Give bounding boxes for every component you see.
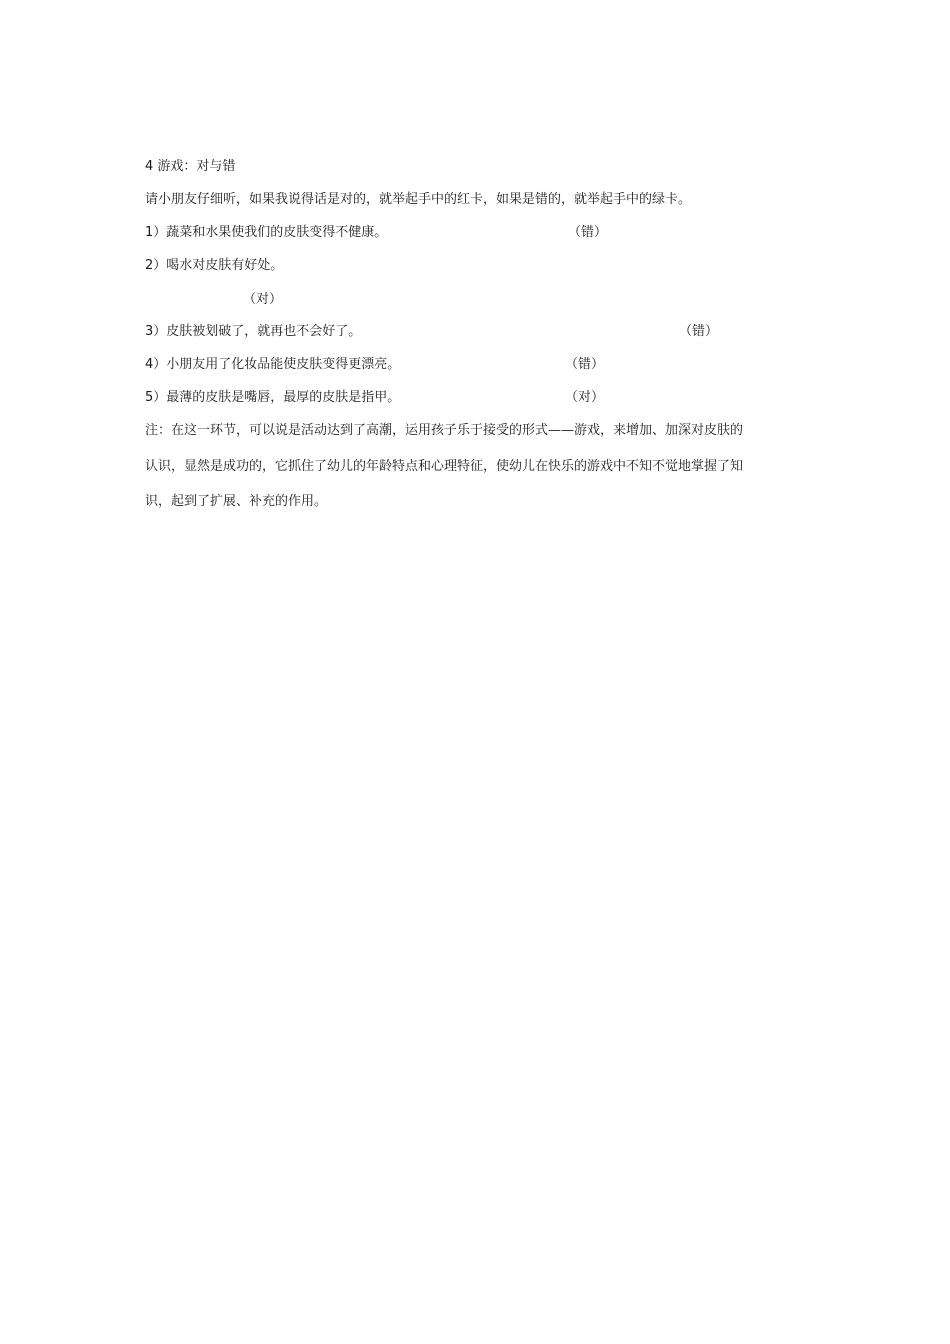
item-answer: （对） [565,390,605,405]
note-line: 注：在这一环节，可以说是活动达到了高潮，运用孩子乐于接受的形式——游戏，来增加、加深对皮肤的 [145,423,744,438]
list-item [145,389,400,407]
item-number: 1 [145,225,154,240]
list-item [145,323,361,341]
item-answer: （对） [243,292,283,307]
item-answer: （错） [568,225,608,240]
list-item [145,224,387,242]
item-number: 2 [145,258,154,273]
heading-text: 游戏：对与错 [157,159,236,174]
item-text: ）最薄的皮肤是嘴唇，最厚的皮肤是指甲。 [153,390,401,405]
list-item [145,356,400,374]
instruction-paragraph: 请小朋友仔细听，如果我说得话是对的，就举起手中的红卡，如果是错的，就举起手中的绿卡。 [145,192,692,207]
section-heading [145,158,235,176]
note-line: 识，起到了扩展、补充的作用。 [145,494,328,509]
item-text: ）皮肤被划破了，就再也不会好了。 [153,324,362,339]
note-line: 认识，显然是成功的，它抓住了幼儿的年龄特点和心理特征，使幼儿在快乐的游戏中不知不觉地掌握了知 [145,459,744,474]
item-text: ）小朋友用了化妆品能使皮肤变得更漂亮。 [153,357,401,372]
list-item [145,257,283,275]
heading-number: 4 [145,159,154,174]
item-text: ）喝水对皮肤有好处。 [153,258,284,273]
item-answer: （错） [679,324,719,339]
item-answer: （错） [565,357,605,372]
item-number: 3 [145,324,154,339]
item-number: 4 [145,357,154,372]
item-number: 5 [145,390,154,405]
item-text: ）蔬菜和水果使我们的皮肤变得不健康。 [153,225,388,240]
